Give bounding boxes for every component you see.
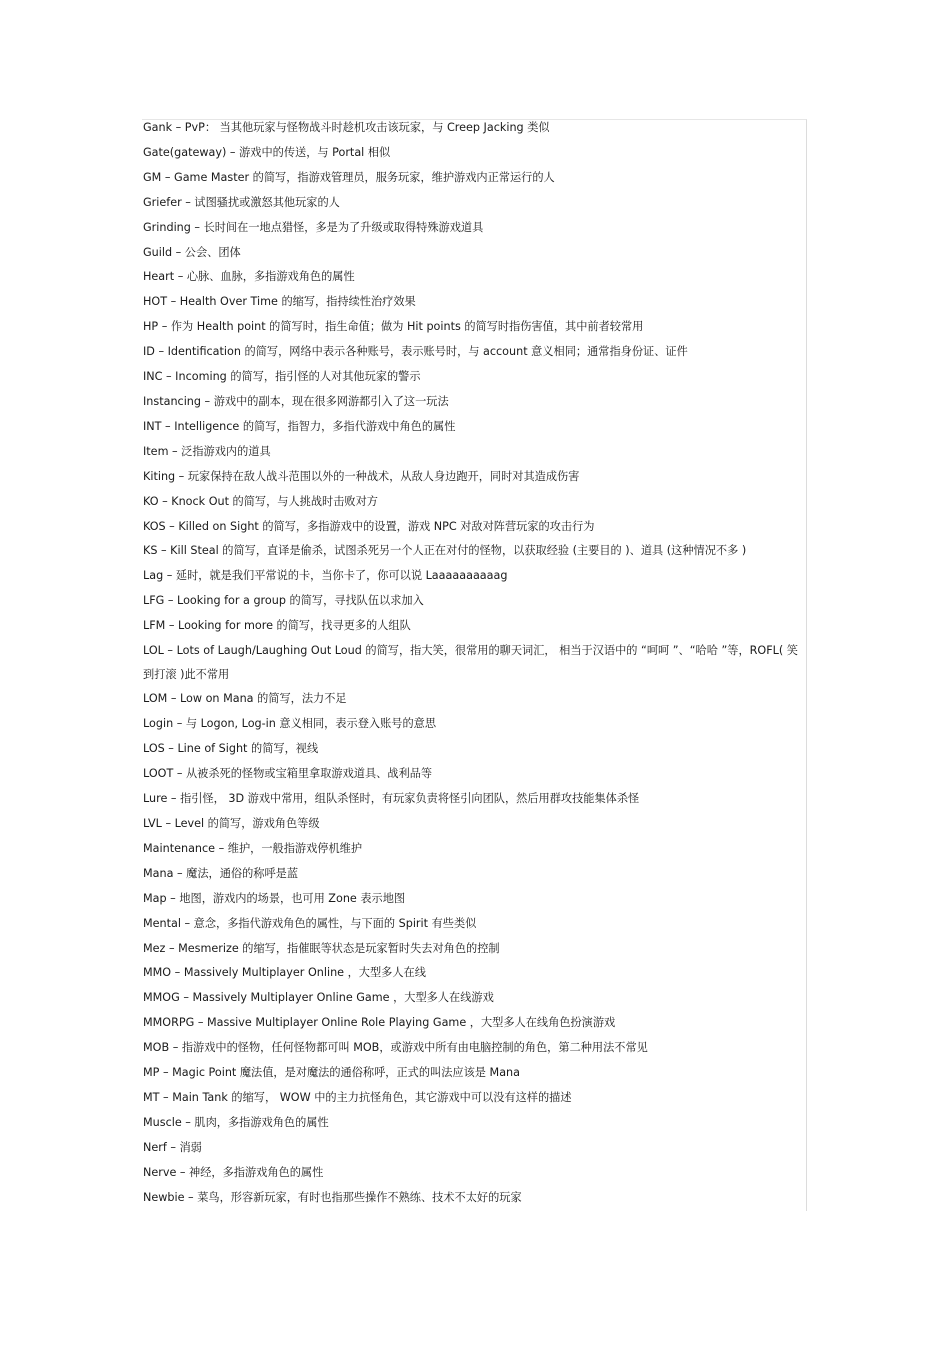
- glossary-entry-item: Item – 泛指游戏内的道具: [143, 444, 271, 458]
- glossary-entry-muscle: Muscle – 肌肉，多指游戏角色的属性: [143, 1115, 329, 1129]
- glossary-entry-kiting: Kiting – 玩家保持在敌人战斗范围以外的一种战术，从敌人身边跑开，同时对其造成伤害: [143, 469, 580, 483]
- glossary-entry-mental: Mental – 意念，多指代游戏角色的属性，与下面的 Spirit 有些类似: [143, 916, 477, 930]
- glossary-entry-los: LOS – Line of Sight 的简写，视线: [143, 742, 319, 756]
- glossary-entry-map: Map – 地图，游戏内的场景，也可用 Zone 表示地图: [143, 891, 406, 905]
- glossary-entry-lfg: LFG – Looking for a group 的简写，寻找队伍以求加入: [143, 594, 424, 608]
- glossary-entry-loot: LOOT – 从被杀死的怪物或宝箱里拿取游戏道具、战利品等: [143, 767, 433, 781]
- glossary-entry-mob: MOB – 指游戏中的怪物，任何怪物都可叫 MOB，或游戏中所有由电脑控制的角色，第二种用法不常见: [143, 1041, 648, 1055]
- glossary-entry-griefer: Griefer – 试图骚扰或激怒其他玩家的人: [143, 195, 340, 209]
- glossary-entry-mmog: MMOG – Massively Multiplayer Online Game ，大型多人在线游戏: [143, 991, 494, 1005]
- glossary-entry-login: Login – 与 Logon, Log-in 意义相同，表示登入账号的意思: [143, 717, 437, 731]
- glossary-entry-lol: LOL – Lots of Laugh/Laughing Out Loud 的简写，指大笑，很常用的聊天词汇， 相当于汉语中的 “呵呵 ”、“哈哈 ”等，ROFL( 笑到打滚 )此不常用: [143, 644, 798, 682]
- glossary-entry-nerve: Nerve – 神经，多指游戏角色的属性: [143, 1165, 324, 1179]
- glossary-entry-gate: Gate(gateway) – 游戏中的传送，与 Portal 相似: [143, 145, 391, 159]
- glossary-entry-hot: HOT – Health Over Time 的缩写，指持续性治疗效果: [143, 295, 416, 309]
- glossary-entry-ks: KS – Kill Steal 的简写，直译是偷杀，试图杀死另一个人正在对付的怪物，以获取经验 (主要目的 )、道具 (这种情况不多 ): [143, 544, 747, 558]
- glossary-entry-mp: MP – Magic Point 魔法值，是对魔法的通俗称呼，正式的叫法应该是 Mana: [143, 1066, 520, 1080]
- glossary-entry-lfm: LFM – Looking for more 的简写，找寻更多的人组队: [143, 619, 411, 633]
- glossary-entry-maintenance: Maintenance – 维护，一般指游戏停机维护: [143, 841, 363, 855]
- glossary-entry-mmo: MMO – Massively Multiplayer Online ，大型多人在线: [143, 966, 426, 980]
- glossary-entry-mmorpg: MMORPG – Massive Multiplayer Online Role Playing Game ，大型多人在线角色扮演游戏: [143, 1016, 616, 1030]
- glossary-entry-instancing: Instancing – 游戏中的副本，现在很多网游都引入了这一玩法: [143, 394, 449, 408]
- glossary-entry-heart: Heart – 心脉、血脉，多指游戏角色的属性: [143, 270, 355, 284]
- glossary-entry-mana: Mana – 魔法，通俗的称呼是蓝: [143, 866, 299, 880]
- glossary-entry-id: ID – Identification 的简写，网络中表示各种账号，表示账号时，与 account 意义相同；通常指身份证、证件: [143, 345, 688, 359]
- glossary-entry-lag: Lag – 延时，就是我们平常说的卡，当你卡了，你可以说 Laaaaaaaaaag: [143, 569, 508, 583]
- glossary-entry-ko: KO – Knock Out 的简写，与人挑战时击败对方: [143, 494, 378, 508]
- glossary-entry-hp: HP – 作为 Health point 的简写时，指生命值；做为 Hit points 的简写时指伤害值，其中前者较常用: [143, 320, 644, 334]
- glossary-entry-kos: KOS – Killed on Sight 的简写，多指游戏中的设置，游戏 NPC 对敌对阵营玩家的攻击行为: [143, 519, 595, 533]
- glossary-entry-mt: MT – Main Tank 的缩写， WOW 中的主力抗怪角色，其它游戏中可以没有这样的描述: [143, 1090, 572, 1104]
- glossary-entry-mez: Mez – Mesmerize 的缩写，指催眠等状态是玩家暂时失去对角色的控制: [143, 941, 500, 955]
- glossary-entry-nerf: Nerf – 消弱: [143, 1140, 202, 1154]
- glossary-list: [143, 116, 809, 1210]
- glossary-entry-grinding: Grinding – 长时间在一地点猎怪，多是为了升级或取得特殊游戏道具: [143, 220, 484, 234]
- glossary-entry-gm: GM – Game Master 的简写，指游戏管理员，服务玩家，维护游戏内正常运行的人: [143, 170, 555, 184]
- glossary-entry-lure: Lure – 指引怪， 3D 游戏中常用，组队杀怪时，有玩家负责将怪引向团队，然后用群攻技能集体杀怪: [143, 792, 640, 806]
- glossary-entry-int: INT – Intelligence 的简写，指智力，多指代游戏中角色的属性: [143, 419, 456, 433]
- glossary-entry-gank: Gank – PvP： 当其他玩家与怪物战斗时趁机攻击该玩家，与 Creep Jacking 类似: [143, 121, 550, 134]
- glossary-entry-lom: LOM – Low on Mana 的简写，法力不足: [143, 692, 347, 706]
- glossary-entry-guild: Guild – 公会、团体: [143, 245, 241, 259]
- glossary-entry-lvl: LVL – Level 的简写，游戏角色等级: [143, 816, 320, 830]
- glossary-entry-newbie: Newbie – 菜鸟，形容新玩家，有时也指那些操作不熟练、技术不太好的玩家: [143, 1190, 522, 1204]
- glossary-entry-inc: INC – Incoming 的简写，指引怪的人对其他玩家的警示: [143, 370, 421, 384]
